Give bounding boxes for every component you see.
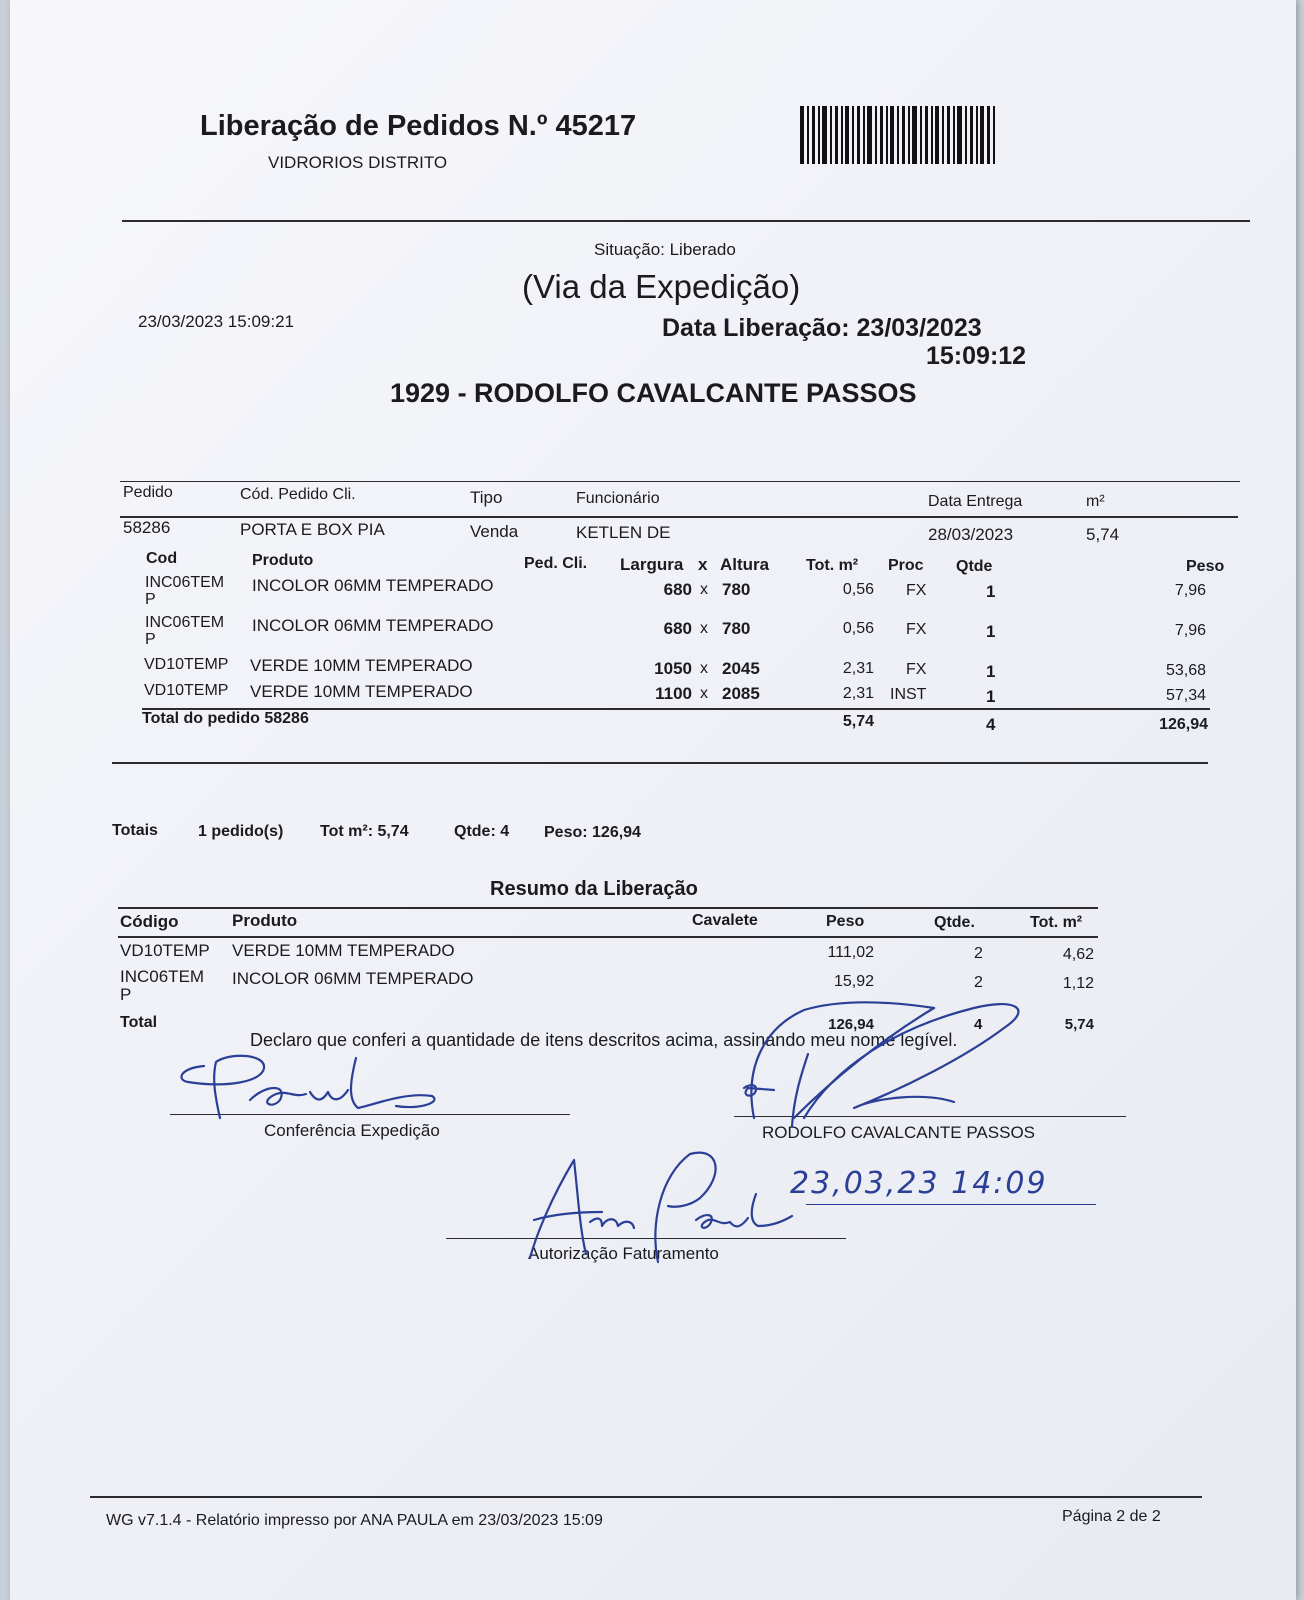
item-col-produto: Produto [252, 552, 314, 569]
order-total-m2: 5,74 [842, 713, 874, 730]
summary-col-peso: Peso [826, 913, 865, 930]
item-height: 780 [722, 619, 751, 638]
summary-col-tot-m2: Tot. m² [1030, 914, 1083, 931]
item-height: 2045 [722, 659, 760, 678]
item-tot-m2: 2,31 [842, 685, 874, 702]
totals-m2: Tot m²: 5,74 [320, 823, 409, 840]
signature-label-client: RODOLFO CAVALCANTE PASSOS [762, 1123, 1036, 1142]
col-m2: m² [1086, 493, 1105, 510]
item-col-ped-cli: Ped. Cli. [524, 555, 588, 572]
col-tipo: Tipo [470, 488, 503, 507]
item-code: VD10TEMP [144, 656, 229, 673]
item-width: 680 [663, 580, 692, 599]
release-date: Data Liberação: 23/03/2023 [662, 314, 982, 342]
item-tot-m2: 2,31 [842, 660, 874, 677]
summary-total-weight: 126,94 [828, 1016, 874, 1033]
summary-total-label: Total [120, 1014, 158, 1031]
client-name: 1929 - RODOLFO CAVALCANTE PASSOS [390, 378, 917, 408]
order-delivery-date: 28/03/2023 [928, 525, 1014, 544]
handwritten-signature-ana-paula [520, 1146, 800, 1266]
item-proc: INST [890, 686, 927, 703]
summary-m2: 1,12 [1062, 975, 1094, 992]
item-product: VERDE 10MM TEMPERADO [250, 682, 473, 701]
footer-page-number: Página 2 de 2 [1062, 1508, 1161, 1525]
summary-col-codigo: Código [120, 912, 179, 931]
item-col-peso: Peso [1186, 558, 1225, 575]
order-type: Venda [470, 522, 519, 541]
handwritten-signature-client [734, 998, 1054, 1128]
summary-weight: 15,92 [833, 973, 874, 990]
item-width: 1050 [654, 659, 692, 678]
col-cod-pedido-cli: Cód. Pedido Cli. [240, 486, 356, 503]
item-weight: 7,96 [1174, 622, 1206, 639]
totals-label: Totais [112, 822, 158, 839]
order-total-weight: 126,94 [1159, 716, 1208, 733]
copy-label: (Via da Expedição) [522, 268, 801, 305]
totals-qty: Qtde: 4 [454, 823, 510, 840]
item-weight: 53,68 [1165, 662, 1206, 679]
item-col-tot-m2: Tot. m² [806, 557, 859, 574]
summary-col-qtde: Qtde. [934, 914, 975, 931]
item-qty: 1 [986, 622, 996, 641]
signature-label-conferencia: Conferência Expedição [264, 1121, 440, 1140]
summary-top-rule [118, 907, 1098, 909]
item-proc: FX [906, 661, 927, 678]
document-page [10, 0, 1296, 1600]
col-pedido: Pedido [123, 484, 173, 501]
handwritten-date: 23,03,23 14:09 [790, 1166, 1048, 1201]
document-title: Liberação de Pedidos N.º 45217 [200, 110, 637, 142]
item-proc: FX [906, 621, 927, 638]
item-x: x [700, 660, 708, 677]
summary-qty: 2 [974, 974, 983, 991]
item-weight: 7,96 [1174, 582, 1206, 599]
summary-code: VD10TEMP [120, 941, 210, 960]
order-client-code: PORTA E BOX PIA [240, 520, 385, 539]
order-bottom-rule [112, 762, 1208, 764]
summary-title: Resumo da Liberação [490, 878, 698, 900]
summary-m2: 4,62 [1062, 946, 1094, 963]
handwritten-date-underline [806, 1204, 1096, 1205]
release-time: 15:09:12 [926, 342, 1027, 370]
item-product: INCOLOR 06MM TEMPERADO [252, 616, 494, 635]
signature-label-autorizacao: Autorização Faturamento [528, 1244, 719, 1263]
item-col-x: x [698, 555, 708, 574]
item-col-largura: Largura [620, 555, 684, 574]
item-code: VD10TEMP [144, 682, 229, 699]
summary-qty: 2 [974, 945, 983, 962]
summary-col-produto: Produto [232, 911, 298, 930]
item-x: x [700, 581, 708, 598]
company-name: VIDRORIOS DISTRITO [268, 153, 448, 172]
footer-rule [90, 1496, 1202, 1498]
item-tot-m2: 0,56 [842, 620, 874, 637]
order-header-rule [120, 516, 1238, 518]
summary-total-qty: 4 [974, 1016, 983, 1033]
item-tot-m2: 0,56 [842, 581, 874, 598]
header-divider [122, 220, 1250, 222]
situation-status: Situação: Liberado [594, 240, 736, 259]
item-weight: 57,34 [1165, 687, 1206, 704]
item-code: INC06TEM P [145, 574, 225, 608]
summary-product: INCOLOR 06MM TEMPERADO [232, 969, 474, 988]
item-qty: 1 [986, 582, 996, 601]
summary-product: VERDE 10MM TEMPERADO [232, 941, 455, 960]
printed-timestamp: 23/03/2023 15:09:21 [138, 312, 294, 331]
order-m2: 5,74 [1086, 525, 1120, 544]
order-top-rule [120, 481, 1240, 482]
item-col-qtde: Qtde [956, 558, 993, 575]
summary-col-cavalete: Cavalete [692, 912, 758, 929]
order-number: 58286 [123, 518, 171, 537]
order-employee: KETLEN DE [576, 523, 671, 542]
item-qty: 1 [986, 687, 996, 706]
summary-header-rule [118, 936, 1098, 938]
item-x: x [700, 685, 708, 702]
col-funcionario: Funcionário [576, 490, 660, 507]
item-width: 1100 [655, 684, 692, 703]
item-height: 780 [722, 580, 751, 599]
item-col-cod: Cod [146, 550, 178, 567]
summary-weight: 111,02 [827, 944, 874, 961]
summary-total-m2: 5,74 [1064, 1016, 1094, 1033]
order-total-label: Total do pedido 58286 [142, 710, 309, 727]
item-col-proc: Proc [888, 557, 924, 574]
barcode-image [800, 106, 1000, 164]
item-x: x [700, 620, 708, 637]
footer-report-info: WG v7.1.4 - Relatório impresso por ANA PAULA em 23/03/2023 15:09 [106, 1512, 603, 1529]
declaration-text: Declaro que conferi a quantidade de itens descritos acima, assinando meu nome legível. [250, 1030, 958, 1050]
totals-orders: 1 pedido(s) [198, 823, 284, 840]
totals-weight: Peso: 126,94 [544, 824, 641, 841]
item-code: INC06TEM P [145, 614, 225, 648]
item-width: 680 [663, 619, 692, 638]
item-product: VERDE 10MM TEMPERADO [250, 656, 473, 675]
summary-code: INC06TEM P [120, 967, 205, 1004]
order-total-qty: 4 [986, 715, 996, 734]
handwritten-signature-paulo [170, 1052, 470, 1128]
item-qty: 1 [986, 662, 996, 681]
item-proc: FX [906, 582, 927, 599]
col-data-entrega: Data Entrega [928, 493, 1023, 510]
item-height: 2085 [722, 684, 760, 703]
item-product: INCOLOR 06MM TEMPERADO [252, 576, 494, 595]
item-col-altura: Altura [720, 555, 770, 574]
